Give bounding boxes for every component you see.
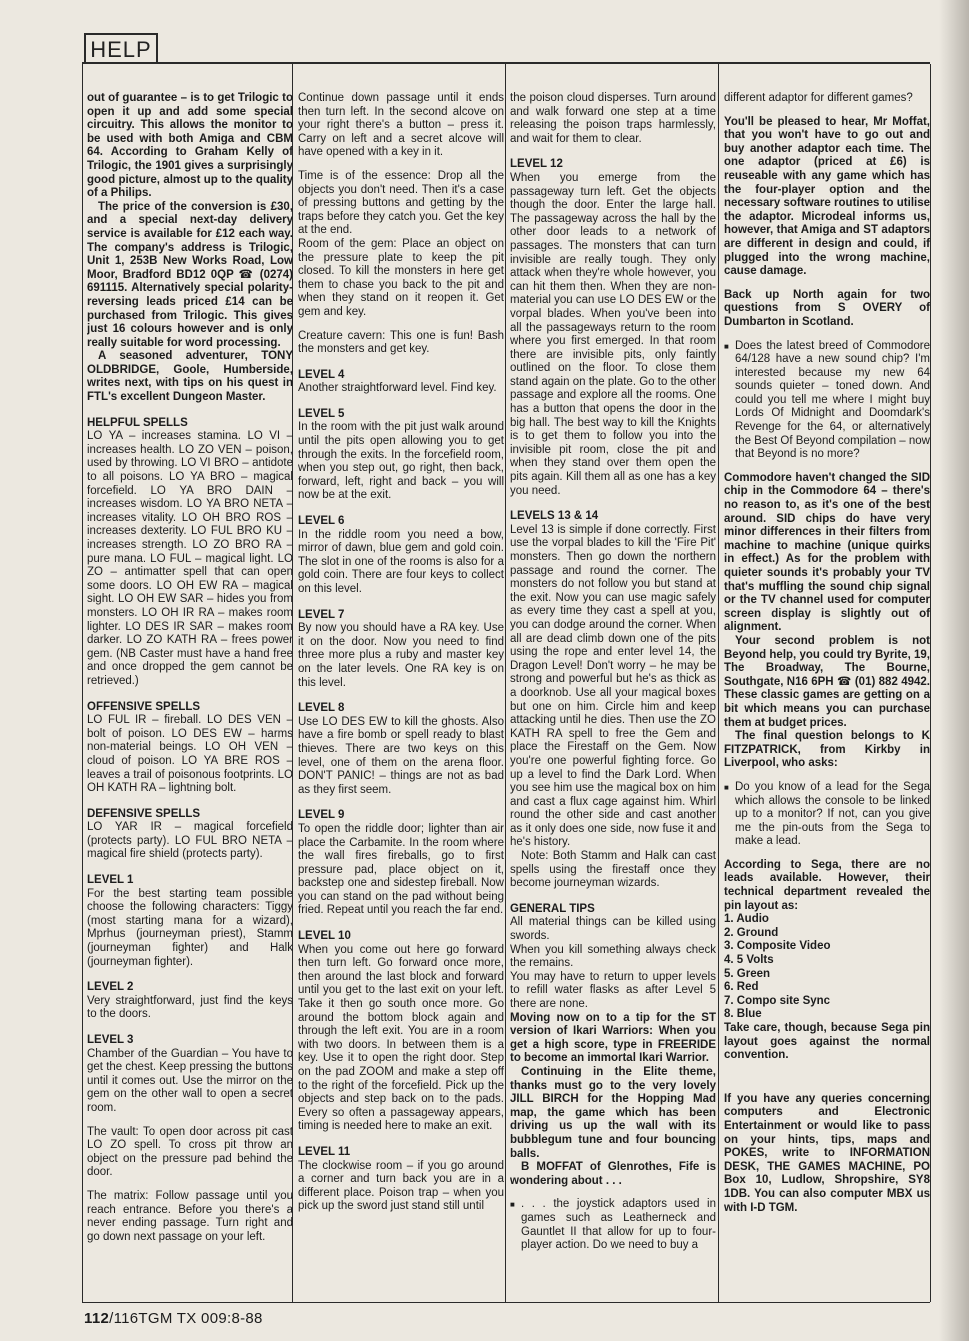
paragraph-gap — [87, 1022, 293, 1032]
section-heading: HELPFUL SPELLS — [87, 416, 188, 429]
section-heading: LEVEL 11 — [298, 1145, 351, 1158]
paragraph: Use LO DES EW to kill the ghosts. Also have a fire bomb or spell ready to blast thieves. There are two keys on this level, one of them on the arena floor. DON'T PANIC! – things are not as bad as they first seem. — [298, 715, 504, 796]
page-number: 112 — [84, 1310, 110, 1327]
paragraph-gap — [87, 969, 293, 979]
paragraph: out of guarantee – is to get Trilogic to open it up and add some special circuitry. This allows the monitor to be used with both Amiga and CBM 64. According to Graham Kelly of Trilogic, the 1901 gives a surprisingly good picture, almost up to the quality of a Philips. — [87, 92, 293, 200]
paragraph-gap — [724, 1063, 930, 1073]
paragraph: The vault: To open door across pit cast LO ZO spell. To cross pit throw an object on the pressure pad behind the door. — [87, 1125, 293, 1179]
paragraph: The matrix: Follow passage until you reach entrance. Before you there's a never ending passage. Turn right and go down next passage on your left. — [87, 1189, 293, 1243]
paragraph-gap — [510, 498, 716, 508]
paragraph: Chamber of the Guardian – You have to get the chest. Keep pressing the buttons until it comes out. Use the mirror on the gem on the other wall to open a secret room. — [87, 1047, 293, 1114]
paragraph-gap — [298, 503, 504, 513]
paragraph: Creature cavern: This one is fun! Bash the monsters and get key. — [298, 329, 504, 356]
paragraph: Very straightforward, just find the keys to the doors. — [87, 994, 293, 1021]
paragraph-gap — [298, 597, 504, 607]
section-heading: LEVEL 2 — [87, 981, 134, 994]
paragraph: A seasoned adventurer, TONY OLDBRIDGE, Goole, Humberside, writes next, with tips on his quest in FTL's excellent Dungeon Master. — [87, 350, 293, 404]
paragraph: For the best starting team possible choose the following characters: Tiggy (most starting mana for a wizard), Mprhus (journeyman priest), Stamm (journeyman fighter) and Halk (journeyman fighter). — [87, 887, 293, 968]
paragraph: The clockwise room – if you go around a corner and turn back you are in a different place. Poison trap – when you pick up the sword just stand still until — [298, 1159, 504, 1213]
section-heading: LEVEL 5 — [298, 407, 345, 420]
paragraph: When you kill something always check the remains. — [510, 943, 716, 970]
paragraph: Level 13 is simple if done correctly. First use the vorpal blades to kill the 'Fire Pit' monsters. Then go down the northern passage and round the corner. The monsters do not follow you but stand at the exit. Now you can use magic safely as every time they cast a spell at you, you can dodge around the corner. When all are dead climb down one of the pits using the rope and enter level 14, the Dragon Level! Don't worry – he may be strong and powerful but he's as thick as a doorknob. Use all your magical boxes but one on him. Circle him and keep attacking until he dies. Then use the ZO KATH RA spell to free the Gem and place the Firestaff on the Gem. Now you're one powerful fighting force. Go up a level to find the Dark Lord. When you see him use the magical box on him and cast a flux cage against him. Whirl round the other side and cast another as it only does one side, now fuse it and he's history. — [510, 523, 716, 849]
section-heading: LEVEL 9 — [298, 809, 345, 822]
paragraph: the poison cloud disperses. Turn around and walk forward one step at a time releasing the poison traps harmlessly, and wait for them to clear. — [510, 92, 716, 145]
section-heading: LEVEL 7 — [298, 608, 345, 621]
paragraph: When you come out here go forward then turn left. Go forward once more, then around the last block and forward until you get to the last exit on your left. Take it then go south once more. Go around the bottom block again and through the left exit. You are in a room with two doors. In between them is a key. Use it to open the right door. Step on the pad ZOOM and make a step off to the right of the forcefield. Pick up the objects and step back on to the pads. Every so often a passageway appears, timing is needed here to make an exit. — [298, 943, 504, 1133]
section-heading: LEVEL 1 — [87, 874, 134, 887]
text-column-3 — [510, 92, 716, 1296]
paragraph: ■ . . . the joystick adaptors used in games such as Leatherneck and Gauntlet II that allow for up to four-player action. Do we need to buy a — [510, 1198, 716, 1252]
paragraph: 4. 5 Volts — [724, 954, 774, 967]
paragraph: Room of the gem: Place an object on the pressure plate to keep the pit closed. To kill the monsters in here get them to chase you back to the pit and when they stand on it reopen it. Get gem and key. — [298, 237, 504, 318]
paragraph: Take care, though, because Sega pin layout goes against the normal convention. — [724, 1022, 930, 1062]
paragraph-gap — [724, 1073, 930, 1083]
paragraph: Another straightforward level. Find key. — [298, 382, 497, 395]
column-rule-left — [82, 64, 83, 1302]
section-heading: LEVEL 12 — [510, 158, 563, 171]
paragraph: You may have to return to upper levels to refill water flasks as after Level 5 there are none. — [510, 970, 716, 1010]
section-heading: LEVEL 6 — [298, 515, 345, 528]
paragraph-gap — [298, 357, 504, 367]
column-rule-3 — [718, 64, 719, 1302]
paragraph: LO YA – increases stamina. LO VI – increases health. LO ZO VEN – poison, used by throwing. LO VI BRO – antidote to all poisons. LO YA BRO – magical forcefield. LO YA BRO DAIN – increases wisdom. LO YA BRO NETA – increases vitality. LO OH BRO ROS – increases dexterity. LO FUL BRO KU – increases strength. LO ZO BRO RA – pure mana. LO FUL – magical light. LO ZO – antimatter spell that can open some doors. LO OH EW RA – magical sight. LO OH EW SAR – hides you from monsters. LO OH IR RA – makes room lighter. LO DES IR SAR – makes room darker. LO ZO KATH RA – frees power gem. (NB Caster must have a hand free and once dropped the gem cannot be retrieved.) — [87, 430, 293, 687]
paragraph-gap — [87, 1180, 293, 1190]
paragraph: B MOFFAT of Glenrothes, Fife is wondering about . . . — [510, 1161, 716, 1187]
paragraph-gap — [87, 405, 293, 415]
paragraph-gap — [298, 396, 504, 406]
section-heading: GENERAL TIPS — [510, 902, 595, 915]
paragraph: different adaptor for different games? — [724, 92, 913, 104]
paragraph-gap — [510, 1188, 716, 1198]
top-rule — [82, 62, 930, 64]
paragraph-gap — [298, 320, 504, 330]
paragraph: ■ Do you know of a lead for the Sega which allows the console to be linked up to a monitor? If not, can you give me the pin-outs from the Sega to make a lead. — [724, 781, 930, 849]
paragraph: 2. Ground — [724, 926, 779, 939]
paragraph: The final question belongs to K FITZPATRICK, from Kirkby in Liverpool, who asks: — [724, 730, 930, 770]
section-tab — [84, 33, 158, 63]
paragraph-gap — [724, 771, 930, 781]
paragraph: By now you should have a RA key. Use it on the door. Now you need to find three more plus a ruby and master key on the later levels. One RA key is on this level. — [298, 622, 504, 689]
paragraph: Continue down passage until it ends then turn left. In the second alcove on your right there's a button – press it. Carry on left and a secret alcove will have opened with a key in it. — [298, 92, 504, 159]
paragraph-gap — [298, 1134, 504, 1144]
paragraph: Your second problem is not Beyond help, you could try Byrite, 19, The Broadway, The Bourne, Southgate, N16 6PH ☎ (01) 882 4942. These classic games are getting on a bit which means you can purchase them at budget prices. — [724, 634, 930, 729]
paragraph: In the riddle room you need a bow, mirror of dawn, blue gem and gold coin. The slot in one of the rooms is also for a gold coin. There are four keys to collect on this level. — [298, 528, 504, 595]
paragraph: Note: Both Stamm and Halk can cast spells using the firestaff once they become journeyman wizards. — [510, 850, 716, 890]
paragraph: LO FUL IR – fireball. LO DES VEN – bolt of poison. LO DES EW – harms non-material beings. LO OH VEN – cloud of poison. LO YA BRE ROS – leaves a trail of poisonous footprints. LO OH KATH RA – lightning bolt. — [87, 714, 293, 795]
section-heading: LEVEL 10 — [298, 930, 351, 943]
paragraph: To open the riddle door; lighter than air place the Carbamite. In the room where the wall fires fireballs, go to first pressure pad, place object on it, backstep one and sidestep fireball. Now you can stand on the pad without being fried. Repeat until you reach the far end. — [298, 822, 504, 917]
paragraph-gap — [87, 689, 293, 699]
paragraph-gap — [298, 797, 504, 807]
paragraph-gap — [87, 796, 293, 806]
section-heading: DEFENSIVE SPELLS — [87, 807, 201, 820]
paragraph: Continuing in the Elite theme, thanks must go to the very lovely JILL BIRCH for the Hopping Mad map, the game which has been driving us up the wall with its bubblegum tune and four bouncing balls. — [510, 1065, 716, 1160]
paragraph: ■ Does the latest breed of Commodore 64/128 have a new sound chip? I'm interested because my new 64 sounds quieter – toned down. And could you tell me where I might buy Lords Of Midnight and Doomdark's Revenge for the 64, or alternatively the Best Of Beyond compilation – now that Beyond is no more? — [724, 340, 930, 462]
paragraph-gap — [510, 146, 716, 156]
paragraph: Commodore haven't changed the SID chip in the Commodore 64 – there's no reason to, as it's one of the best around. SID chips do have very minor differences in their filters from machine to machine (unique quirks in effect.) As for the problem with quieter sounds it's probably your TV that's muffling the sound chip signal or the TV channel used for computer screen display is slightly out of alignment. — [724, 471, 930, 634]
paragraph: 5. Green — [724, 967, 771, 980]
paragraph-gap — [724, 106, 930, 116]
paragraph-gap — [724, 849, 930, 859]
paragraph-gap — [510, 891, 716, 901]
column-rule-right — [930, 64, 931, 1302]
paragraph: The price of the conversion is £30, and a special next-day delivery service is available for £12 each way. The company's address is Trilogic, Unit 1, 253B New Works Road, Low Moor, Bradford BD12 0QP ☎ (0274) 691115. Alternatively special polarity-reversing leads priced £14 can be purchased from Trilogic. This gives just 16 colours however and is only really suitable for word processing. — [87, 200, 293, 349]
section-heading: OFFENSIVE SPELLS — [87, 700, 201, 713]
paragraph: 7. Compo site Sync — [724, 994, 831, 1007]
section-heading: LEVEL 4 — [298, 368, 345, 381]
paragraph: 3. Composite Video — [724, 940, 831, 953]
paragraph-gap — [724, 462, 930, 472]
bottom-rule — [82, 1302, 930, 1303]
column-rule-2 — [505, 64, 506, 1302]
text-column-1 — [87, 92, 293, 1296]
page-edge-shadow — [939, 0, 969, 1341]
paragraph: 8. Blue — [724, 1008, 762, 1021]
paragraph-gap — [87, 1116, 293, 1126]
section-title: HELP — [90, 37, 152, 62]
paragraph: 6. Red — [724, 981, 759, 994]
paragraph: All material things can be killed using swords. — [510, 916, 716, 943]
paragraph: When you emerge from the passageway turn left. Get the objects though the door. Enter the large hall. The passageway across the hall by the other door leads to a network of passages. The monsters that can turn invisible are really tough. They only attack when they're whole however, you can hit them then. When they are non-material you can use LO DES EW or the vorpal blades. When you've been into all the passageways return to the room where you first emerged. In that room there are invisible pits, only faintly outlined on the floor. To close them stand again on the plate. Go to the other passage and explore all the rooms. One has a button that opens the door in the big hall. The best way to kill the Knights is to get them to follow you into the invisible pit room, close the pit and when they stand over them open the pits again. Kill them all as one has a key you need. — [510, 171, 716, 497]
paragraph: In the room with the pit just walk around until the pits open allowing you to get through the exits. In the forcefield room, when you step out, go right, then back, forward, left, right and back – you will now be at the exit. — [298, 421, 504, 502]
paragraph: You'll be pleased to hear, Mr Moffat, that you won't have to go out and buy another adaptor each time. The one adaptor (priced at £6) is reuseable with any game which has the four-player option and the necessary software routines to utilise the adaptor. Microdeal informs us, however, that Amiga and ST adaptors are different in design and could, if plugged into the wrong machine, cause damage. — [724, 115, 930, 278]
paragraph: LO YAR IR – magical forcefield (protects party). LO FUL BRO NETA – magical fire shield (protects party). — [87, 821, 293, 861]
section-heading: LEVEL 3 — [87, 1034, 134, 1046]
paragraph: According to Sega, there are no leads available. However, their technical department revealed the pin layout as: — [724, 858, 930, 912]
paragraph: Moving now on to a tip for the ST version of Ikari Warriors: When you get a high score, type in FREERIDE to become an immortal Ikari Warrior. — [510, 1011, 716, 1065]
paragraph: Time is of the essence: Drop all the objects you don't need. Then it's a case of pressing buttons and getting by the traps before they catch you. Get the key at the end. — [298, 169, 504, 237]
paragraph-gap — [298, 690, 504, 700]
paragraph-gap — [298, 160, 504, 170]
page-footer — [84, 1310, 263, 1327]
paragraph-gap — [724, 279, 930, 289]
section-heading: LEVELS 13 & 14 — [510, 510, 599, 523]
paragraph: Back up North again for two questions from S OVERY of Dumbarton in Scotland. — [724, 288, 930, 328]
text-column-2 — [298, 92, 504, 1296]
paragraph-gap — [724, 330, 930, 340]
section-heading: LEVEL 8 — [298, 702, 345, 715]
paragraph: If you have any queries concerning computers and Electronic Entertainment or would like to pass on your hints, tips, maps and POKES, write to INFORMATION DESK, THE GAMES MACHINE, PO Box 10, Ludlow, Shropshire, SY8 1DB. You can also computer MBX us with I-D TGM. — [724, 1092, 930, 1214]
paragraph-gap — [87, 862, 293, 872]
paragraph: 1. Audio — [724, 913, 769, 926]
paragraph-gap — [298, 918, 504, 928]
issue-info: /116TGM TX 009:8-88 — [109, 1310, 263, 1327]
text-column-4 — [724, 92, 930, 1296]
paragraph-gap — [724, 1083, 930, 1093]
